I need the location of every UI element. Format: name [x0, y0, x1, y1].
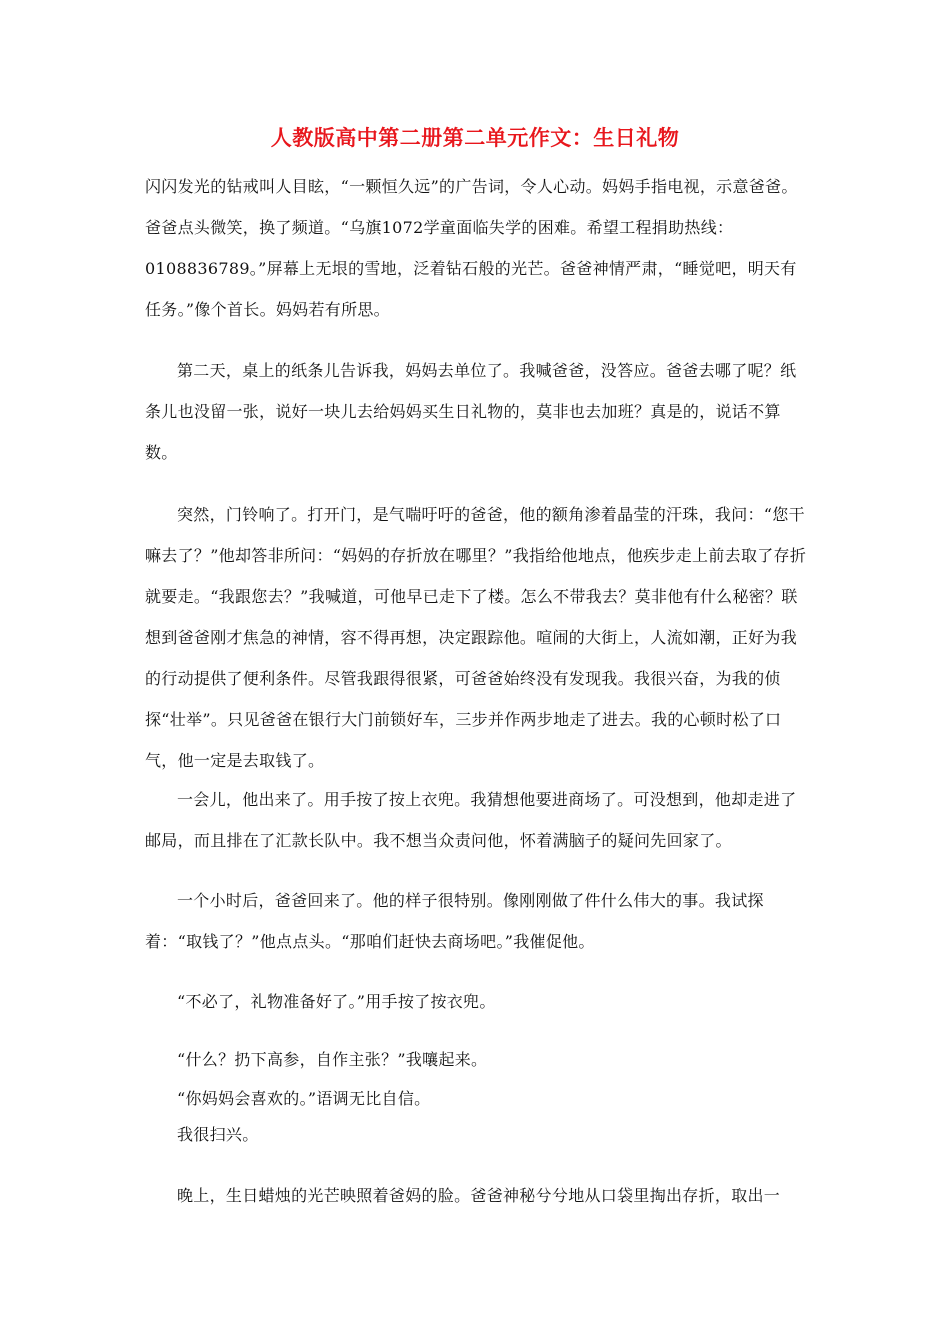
document-title: 人教版高中第二册第二单元作文：生日礼物: [270, 125, 680, 150]
paragraph-6: [145, 981, 810, 1022]
paragraph-9: [145, 1118, 810, 1152]
paragraph-text: 一个小时后，爸爸回来了。他的样子很特别。像刚刚做了件什么伟大的事。我试探着：“取钱了？”他点点头。“那咱们赶快去商场吧。”我催促他。: [145, 891, 764, 951]
paragraph-3: [145, 494, 810, 781]
paragraph-10: [145, 1175, 810, 1216]
paragraph-text: “什么？扔下高参，自作主张？”我嚷起来。: [177, 1050, 488, 1069]
paragraph-text: 闪闪发光的钻戒叫人目眩，“一颗恒久远”的广告词，令人心动。妈妈手指电视，示意爸爸。爸爸点头微笑，换了频道。“乌旗1072学童面临失学的困难。希望工程捐助热线：0108836789。”屏幕上无垠的雪地，泛着钻石般的光芒。爸爸神情严肃，“睡觉吧，明天有任务。”像个首长。妈妈若有所思。: [145, 177, 798, 319]
paragraph-text: “你妈妈会喜欢的。”语调无比自信。: [177, 1089, 431, 1108]
paragraph-text: 突然，门铃响了。打开门，是气喘吁吁的爸爸，他的额角渗着晶莹的汗珠，我问：“您干嘛去了？”他却答非所问：“妈妈的存折放在哪里？”我指给他地点，他疾步走上前去取了存折就要走。“我跟您去？”我喊道，可他早已走下了楼。怎么不带我去？莫非他有什么秘密？联想到爸爸刚才焦急的神情，容不得再想，决定跟踪他。喧闹的大街上，人流如潮，正好为我的行动提供了便利条件。尽管我跟得很紧，可爸爸始终没有发现我。我很兴奋，为我的侦探“壮举”。只见爸爸在银行大门前锁好车，三步并作两步地走了进去。我的心顿时松了口气，他一定是去取钱了。: [145, 505, 807, 770]
paragraph-text: 我很扫兴。: [177, 1125, 259, 1144]
paragraph-7: [145, 1043, 810, 1077]
paragraph-text: 一会儿，他出来了。用手按了按上衣兜。我猜想他要进商场了。可没想到，他却走进了邮局，而且排在了汇款长队中。我不想当众责问他，怀着满脑子的疑问先回家了。: [145, 790, 797, 850]
paragraph-text: “不必了，礼物准备好了。”用手按了按衣兜。: [177, 992, 496, 1011]
paragraph-8: [145, 1082, 810, 1116]
paragraph-text: 晚上，生日蜡烛的光芒映照着爸妈的脸。爸爸神秘兮兮地从口袋里掏出存折，取出一: [177, 1186, 781, 1205]
paragraph-1: [145, 166, 810, 330]
paragraph-text: 第二天，桌上的纸条儿告诉我，妈妈去单位了。我喊爸爸，没答应。爸爸去哪了呢？纸条儿也没留一张，说好一块儿去给妈妈买生日礼物的，莫非也去加班？真是的，说话不算数。: [145, 361, 797, 462]
paragraph-2: [145, 350, 810, 473]
paragraph-4: [145, 779, 810, 861]
paragraph-5: [145, 880, 810, 962]
